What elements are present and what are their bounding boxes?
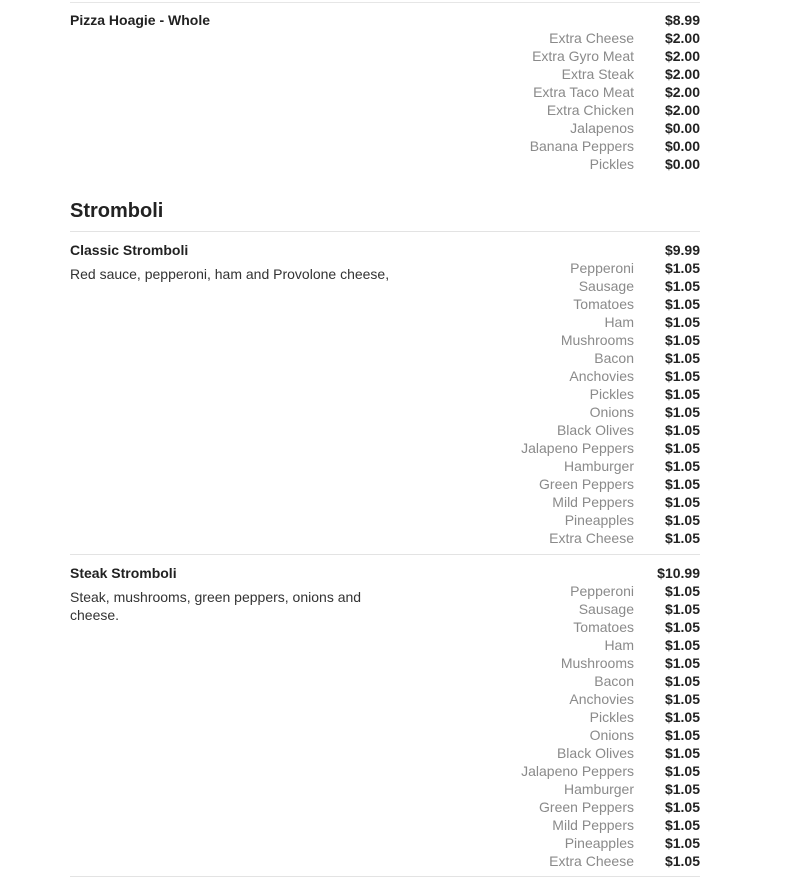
option-name: Anchovies (569, 368, 634, 384)
option-row (462, 259, 700, 277)
option-name: Jalapeno Peppers (521, 440, 634, 456)
option-price: $1.05 (664, 853, 700, 869)
option-name: Sausage (578, 601, 634, 617)
option-price: $0.00 (664, 120, 700, 136)
item-name: Pizza Hoagie - Whole (70, 12, 211, 28)
option-price: $0.00 (664, 138, 700, 154)
top-divider (70, 2, 700, 3)
option-row (462, 137, 700, 155)
option-price: $1.05 (664, 476, 700, 492)
divider (70, 876, 700, 877)
option-price: $1.05 (664, 637, 700, 653)
option-price: $1.05 (664, 673, 700, 689)
option-row (462, 672, 700, 690)
divider (70, 231, 700, 232)
item-description: Steak, mushrooms, green peppers, onions and cheese. (70, 589, 362, 623)
option-price: $1.05 (664, 835, 700, 851)
option-row (462, 83, 700, 101)
option-price: $1.05 (664, 583, 700, 599)
option-name: Onions (589, 727, 634, 743)
option-row (462, 852, 700, 870)
option-price: $1.05 (664, 458, 700, 474)
option-name: Extra Cheese (549, 853, 634, 869)
option-row (462, 780, 700, 798)
option-row (462, 636, 700, 654)
option-row (462, 47, 700, 65)
option-row (462, 101, 700, 119)
option-name: Ham (604, 637, 634, 653)
option-price: $1.05 (664, 422, 700, 438)
option-row (462, 511, 700, 529)
option-row (462, 690, 700, 708)
option-name: Black Olives (556, 422, 634, 438)
option-row (462, 654, 700, 672)
option-row (462, 313, 700, 331)
option-row (462, 798, 700, 816)
option-name: Hamburger (563, 781, 634, 797)
option-price: $2.00 (664, 102, 700, 118)
option-price: $1.05 (664, 296, 700, 312)
item-description: Red sauce, pepperoni, ham and Provolone cheese, (70, 266, 390, 282)
option-price: $1.05 (664, 781, 700, 797)
divider (70, 554, 700, 555)
option-row (462, 744, 700, 762)
option-price: $1.05 (664, 494, 700, 510)
option-name: Pepperoni (570, 583, 634, 599)
option-name: Tomatoes (573, 619, 634, 635)
option-row (462, 475, 700, 493)
option-price: $1.05 (664, 655, 700, 671)
option-name: Pickles (589, 156, 634, 172)
option-row (462, 726, 700, 744)
option-row (462, 65, 700, 83)
option-price: $1.05 (664, 368, 700, 384)
option-price: $1.05 (664, 709, 700, 725)
option-row (462, 762, 700, 780)
option-name: Pepperoni (570, 260, 634, 276)
option-name: Banana Peppers (529, 138, 634, 154)
option-price: $1.05 (664, 817, 700, 833)
option-name: Pineapples (564, 835, 634, 851)
option-row (462, 816, 700, 834)
option-row (462, 582, 700, 600)
option-price: $1.05 (664, 799, 700, 815)
option-name: Mild Peppers (552, 817, 634, 833)
option-name: Hamburger (563, 458, 634, 474)
item-name: Steak Stromboli (70, 565, 177, 581)
option-name: Bacon (594, 673, 634, 689)
option-name: Mild Peppers (552, 494, 634, 510)
option-name: Pineapples (564, 512, 634, 528)
option-name: Jalapeno Peppers (521, 763, 634, 779)
option-name: Jalapenos (570, 120, 634, 136)
option-name: Extra Cheese (549, 30, 634, 46)
option-name: Anchovies (569, 691, 634, 707)
option-row (462, 295, 700, 313)
option-row (462, 439, 700, 457)
option-row (462, 834, 700, 852)
option-name: Tomatoes (573, 296, 634, 312)
option-row (462, 29, 700, 47)
option-price: $1.05 (664, 619, 700, 635)
option-price: $1.05 (664, 512, 700, 528)
option-row (462, 708, 700, 726)
option-price: $1.05 (664, 278, 700, 294)
option-price: $2.00 (664, 30, 700, 46)
option-name: Mushrooms (560, 332, 634, 348)
option-row (462, 277, 700, 295)
option-price: $1.05 (664, 260, 700, 276)
option-price: $0.00 (664, 156, 700, 172)
option-name: Ham (604, 314, 634, 330)
option-row (462, 403, 700, 421)
option-price: $1.05 (664, 404, 700, 420)
option-price: $1.05 (664, 691, 700, 707)
item-name: Classic Stromboli (70, 242, 189, 258)
option-price: $1.05 (664, 727, 700, 743)
option-row (462, 600, 700, 618)
option-name: Sausage (578, 278, 634, 294)
option-price: $1.05 (664, 350, 700, 366)
option-name: Mushrooms (560, 655, 634, 671)
section-title: Stromboli (70, 200, 164, 222)
option-price: $1.05 (664, 745, 700, 761)
option-name: Extra Chicken (546, 102, 634, 118)
option-row (462, 349, 700, 367)
option-price: $1.05 (664, 440, 700, 456)
option-name: Green Peppers (539, 476, 634, 492)
option-price: $1.05 (664, 763, 700, 779)
option-price: $2.00 (664, 66, 700, 82)
option-price: $1.05 (664, 314, 700, 330)
item-price: $9.99 (664, 242, 700, 258)
option-row (462, 155, 700, 173)
option-name: Extra Steak (561, 66, 634, 82)
option-row (462, 457, 700, 475)
option-price: $1.05 (664, 386, 700, 402)
option-row (462, 618, 700, 636)
option-name: Onions (589, 404, 634, 420)
option-name: Pickles (589, 386, 634, 402)
item-price: $10.99 (657, 565, 700, 581)
option-price: $2.00 (664, 48, 700, 64)
option-row (462, 331, 700, 349)
option-price: $2.00 (664, 84, 700, 100)
option-row (462, 529, 700, 547)
option-row (462, 385, 700, 403)
item-price: $8.99 (664, 12, 700, 28)
option-name: Pickles (589, 709, 634, 725)
option-row (462, 367, 700, 385)
option-name: Black Olives (556, 745, 634, 761)
option-name: Extra Taco Meat (533, 84, 634, 100)
option-name: Green Peppers (539, 799, 634, 815)
option-row (462, 493, 700, 511)
option-row (462, 421, 700, 439)
option-name: Extra Cheese (549, 530, 634, 546)
option-price: $1.05 (664, 530, 700, 546)
option-name: Extra Gyro Meat (532, 48, 634, 64)
option-price: $1.05 (664, 601, 700, 617)
option-row (462, 119, 700, 137)
option-price: $1.05 (664, 332, 700, 348)
option-name: Bacon (594, 350, 634, 366)
